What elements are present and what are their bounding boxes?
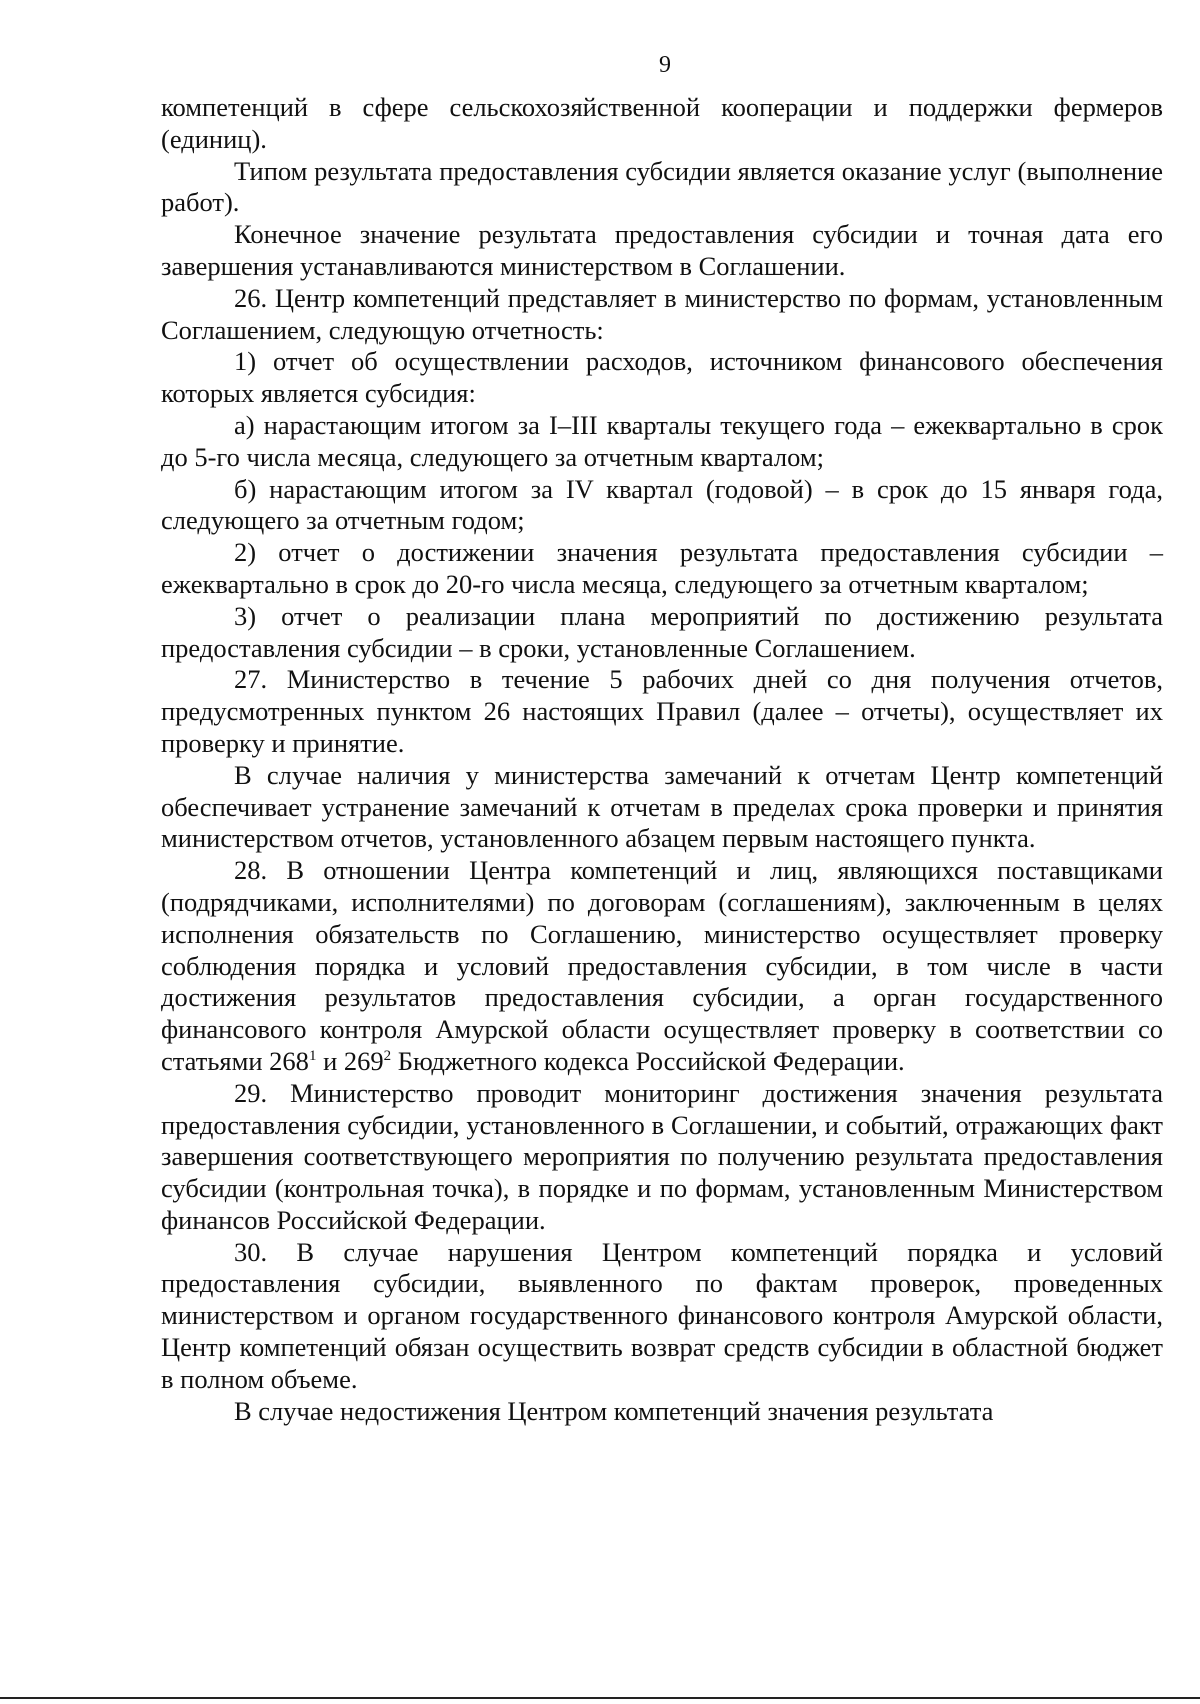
paragraph-26-item-2: 2) отчет о достижении значения результата предоставления субсидии – ежеквартально в срок до 20-го числа месяца, следующего за отчетным кварталом; — [161, 537, 1163, 599]
superscript-269: 2 — [383, 1047, 392, 1064]
paragraph-28 — [161, 855, 1163, 1078]
page-number: 9 — [659, 52, 671, 78]
paragraph-27: 27. Министерство в течение 5 рабочих дней со дня получения отчетов, предусмотренных пунктом 26 настоящих Правил (далее – отчеты), осуществляет их проверку и принятие. — [161, 664, 1163, 758]
scan-bottom-edge — [0, 1697, 1200, 1699]
paragraph-26-item-1: 1) отчет об осуществлении расходов, источником финансового обеспечения которых является субсидия: — [161, 346, 1163, 409]
paragraph-28-text: 28. В отношении Центра компетенций и лиц, являющихся поставщиками (подрядчиками, исполнителями) по договорам (соглашениям), заключенным в целях исполнения обязательств по Соглашению, министерство осуществляет проверку соблюдения порядка и условий предоставления субсидии, в том числе в части достижения результатов предоставления субсидии, а орган государственного финансового контроля Амурской области осуществляет проверку в соответствии со статьями 268 — [161, 855, 1163, 1076]
paragraph-28-text-3: Бюджетного кодекса Российской Федерации. — [391, 1045, 905, 1076]
paragraph-result-type: Типом результата предоставления субсидии является оказание услуг (выполнение работ). — [161, 155, 1163, 218]
paragraph-30: 30. В случае нарушения Центром компетенций порядка и условий предоставления субсидии, выявленного по фактам проверок, проведенных министерством и органом государственного финансового контроля Амурской области, Центр компетенций обязан осуществить возврат средств субсидии в областной бюджет в полном объеме. — [161, 1236, 1163, 1394]
paragraph-27-remarks: В случае наличия у министерства замечаний к отчетам Центр компетенций обеспечивает устранение замечаний к отчетам в пределах срока проверки и принятия министерством отчетов, установленного абзацем первым настоящего пункта. — [161, 759, 1163, 854]
document-body — [161, 92, 1163, 1427]
paragraph-28-text-2: и 269 — [316, 1045, 384, 1076]
paragraph-26: 26. Центр компетенций представляет в министерство по формам, установленным Соглашением, следующую отчетность: — [161, 282, 1163, 345]
paragraph-final-value: Конечное значение результата предоставления субсидии и точная дата его завершения устанавливаются министерством в Соглашении. — [161, 219, 1163, 281]
paragraph-29: 29. Министерство проводит мониторинг достижения значения результата предоставления субсидии, установленного в Соглашении, и событий, отражающих факт завершения соответствующего мероприятия по получению результата предоставления субсидии (контрольная точка), в порядке и по формам, установленным Министерством финансов Российской Федерации. — [161, 1077, 1163, 1235]
paragraph-26-item-1a: а) нарастающим итогом за I–III кварталы текущего года – ежеквартально в срок до 5-го числа месяца, следующего за отчетным кварталом; — [161, 409, 1163, 472]
paragraph-30-nonachievement: В случае недостижения Центром компетенций значения результата — [234, 1395, 994, 1426]
paragraph-26-item-3: 3) отчет о реализации плана мероприятий по достижению результата предоставления субсидии – в сроки, установленные Соглашением. — [161, 600, 1163, 663]
superscript-268: 1 — [308, 1047, 317, 1064]
paragraph-26-item-1b: б) нарастающим итогом за IV квартал (годовой) – в срок до 15 января года, следующего за отчетным годом; — [161, 473, 1163, 536]
paragraph-continuation: компетенций в сфере сельскохозяйственной кооперации и поддержки фермеров (единиц). — [161, 92, 1163, 154]
